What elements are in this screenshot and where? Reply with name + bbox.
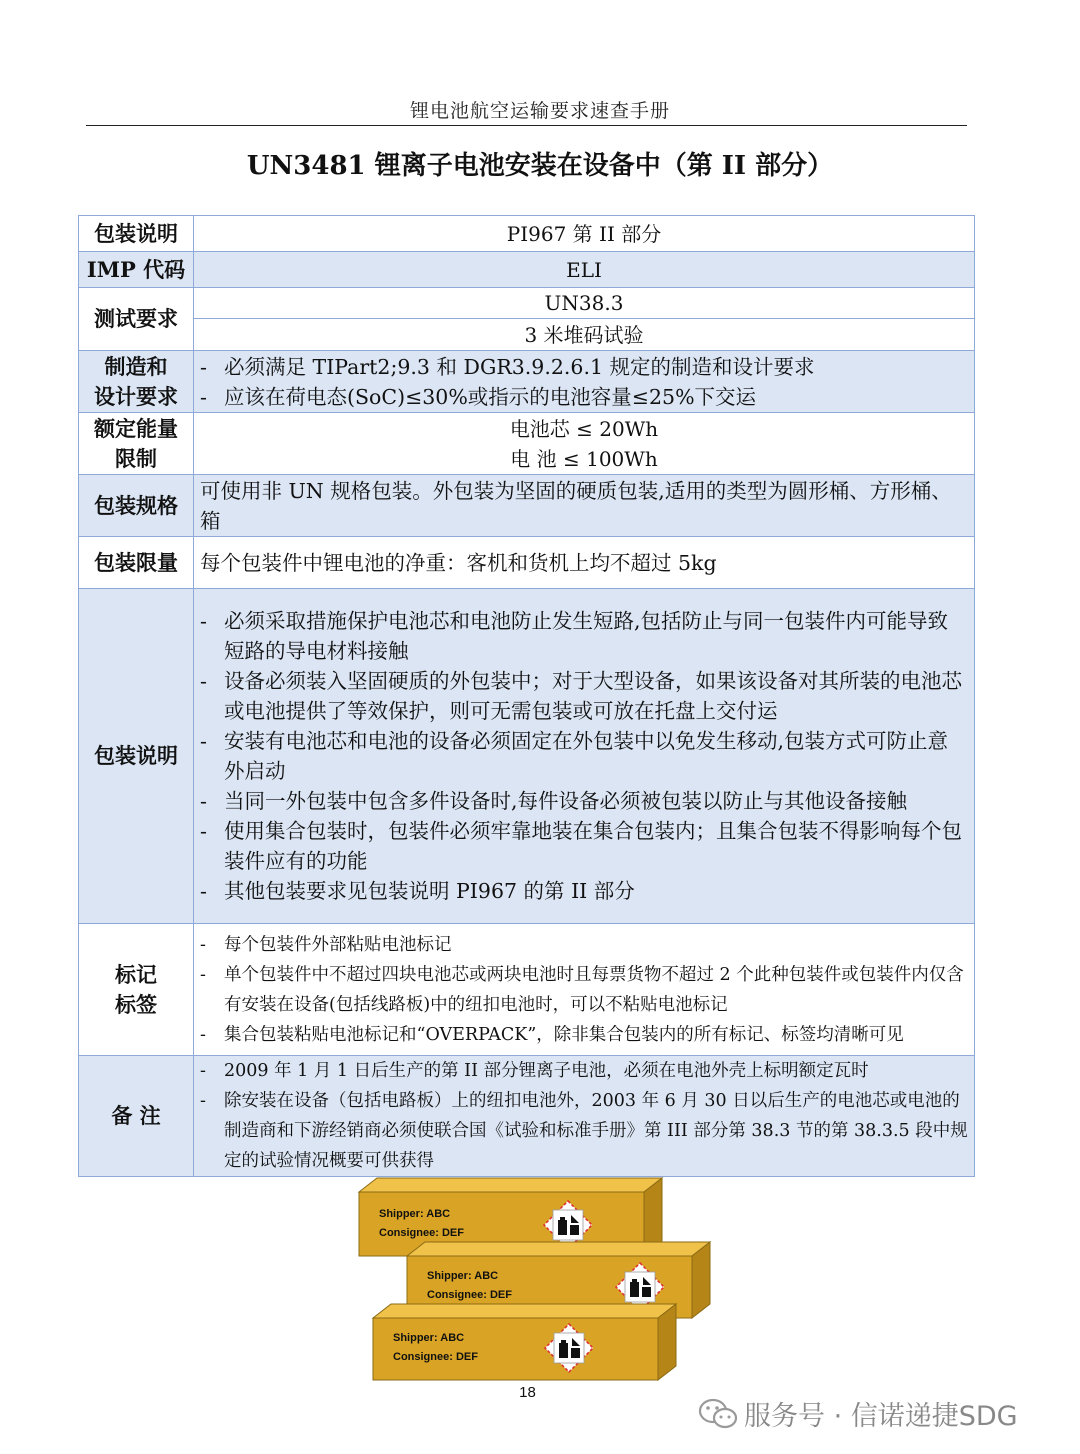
package-box-bottom (373, 1304, 676, 1380)
label-manufacturing-line-1: 制造和 (104, 353, 168, 379)
stacked-packages-figure (355, 1172, 715, 1384)
row-remarks (79, 1056, 975, 1177)
value-manufacturing (194, 351, 975, 413)
list-item: - 其他包装要求见包装说明 PI967 的第 II 部分 (200, 879, 635, 903)
label-packaging-limit: 包装限量 (79, 537, 194, 589)
value-marking (194, 924, 975, 1056)
value-packaging-limit: 每个包装件中锂电池的净重：客机和货机上均不超过 5kg (194, 537, 975, 589)
list-item: - 2009 年 1 月 1 日后生产的第 II 部分锂离子电池，必须在电池外壳上标明额定瓦时 (200, 1061, 869, 1081)
value-test-stacking: 3 米堆码试验 (194, 319, 975, 351)
row-marking (79, 924, 975, 1056)
value-imp-code: ELI (194, 252, 975, 288)
shipper-label: Shipper: ABC (393, 1332, 465, 1344)
list-item: - 应该在荷电态(SoC)≤30%或指示的电池容量≤25%下交运 (200, 384, 757, 409)
page-title: UN3481 锂离子电池安装在设备中（第 II 部分） (246, 151, 834, 181)
label-packing-instruction: 包装说明 (79, 216, 194, 252)
list-item: - 除安装在设备（包括电路板）上的纽扣电池外，2003 年 6 月 30 日以后生产的电池芯或电池的制造商和下游经销商必须使联合国《试验和标准手册》第 III 部分第 38.3 节的第 38.3.5 段中规定的试验情况概要可供获得 (200, 1091, 968, 1171)
shipper-label: Shipper: ABC (379, 1208, 451, 1220)
row-imp-code (79, 252, 975, 288)
watermark (698, 1394, 1018, 1433)
list-item: - 使用集合包装时，包装件必须牢靠地装在集合包装内；且集合包装不得影响每个包装件应有的功能 (200, 819, 962, 873)
row-packaging-spec (79, 475, 975, 537)
row-test-stacking (79, 319, 975, 351)
energy-limit-cell: 电池芯 ≤ 20Wh (509, 416, 659, 441)
wechat-icon (698, 1398, 738, 1430)
label-packaging-spec: 包装规格 (79, 475, 194, 537)
list-item: - 单个包装件中不超过四块电池芯或两块电池时且每票货物不超过 2 个此种包装件或包装件内仅含有安装在设备(包括线路板)中的纽扣电池时，可以不粘贴电池标记 (200, 964, 964, 1015)
list-item: - 集合包装粘贴电池标记和“OVERPACK”，除非集合包装内的所有标记、标签均清晰可见 (200, 1024, 904, 1045)
spec-table (78, 215, 975, 1177)
label-manufacturing (79, 351, 194, 413)
list-item: - 必须采取措施保护电池芯和电池防止发生短路,包括防止与同一包装件内可能导致短路的导电材料接触 (200, 609, 949, 663)
shipper-label: Shipper: ABC (427, 1270, 499, 1282)
list-item: - 安装有电池芯和电池的设备必须固定在外包装中以免发生移动,包装方式可防止意外启动 (200, 729, 949, 783)
value-test-un383: UN38.3 (194, 288, 975, 319)
consignee-label: Consignee: DEF (379, 1227, 464, 1239)
label-energy-limit: 额定能量 限制 (79, 413, 194, 475)
row-test-requirements (79, 288, 975, 319)
label-packing-notes: 包装说明 (79, 589, 194, 924)
header-rule (86, 125, 967, 126)
label-imp-code: IMP 代码 (79, 252, 194, 288)
watermark-text: 服务号 · 信诺递捷SDG (744, 1401, 1018, 1432)
row-packing-instruction (79, 216, 975, 252)
list-item: - 每个包装件外部粘贴电池标记 (200, 934, 452, 955)
row-manufacturing (79, 351, 975, 413)
label-manufacturing-line-2: 设计要求 (94, 383, 178, 409)
running-header: 锂电池航空运输要求速查手册 (409, 100, 670, 122)
energy-limit-battery: 电 池 ≤ 100Wh (510, 446, 658, 471)
label-test-requirements: 测试要求 (79, 288, 194, 351)
consignee-label: Consignee: DEF (393, 1351, 478, 1363)
value-packing-notes (194, 589, 975, 924)
list-item: - 必须满足 TIPart2;9.3 和 DGR3.9.2.6.1 规定的制造和设计要求 (200, 354, 815, 379)
value-packaging-spec: 可使用非 UN 规格包装。外包装为坚固的硬质包装,适用的类型为圆形桶、方形桶、箱 (194, 475, 975, 537)
label-marking: 标记 标签 (79, 924, 194, 1056)
page-number: 18 (519, 1384, 536, 1401)
list-item: - 当同一外包装中包含多件设备时,每件设备必须被包装以防止与其他设备接触 (200, 789, 908, 813)
label-remarks: 备 注 (79, 1056, 194, 1177)
row-packing-notes (79, 589, 975, 924)
value-remarks (194, 1056, 975, 1177)
row-packaging-limit (79, 537, 975, 589)
consignee-label: Consignee: DEF (427, 1289, 512, 1301)
row-energy-limit (79, 413, 975, 475)
value-energy-limit (194, 413, 975, 475)
list-item: - 设备必须装入坚固硬质的外包装中；对于大型设备，如果该设备对其所装的电池芯或电池提供了等效保护，则可无需包装或可放在托盘上交付运 (200, 669, 962, 723)
value-packing-instruction: PI967 第 II 部分 (194, 216, 975, 252)
